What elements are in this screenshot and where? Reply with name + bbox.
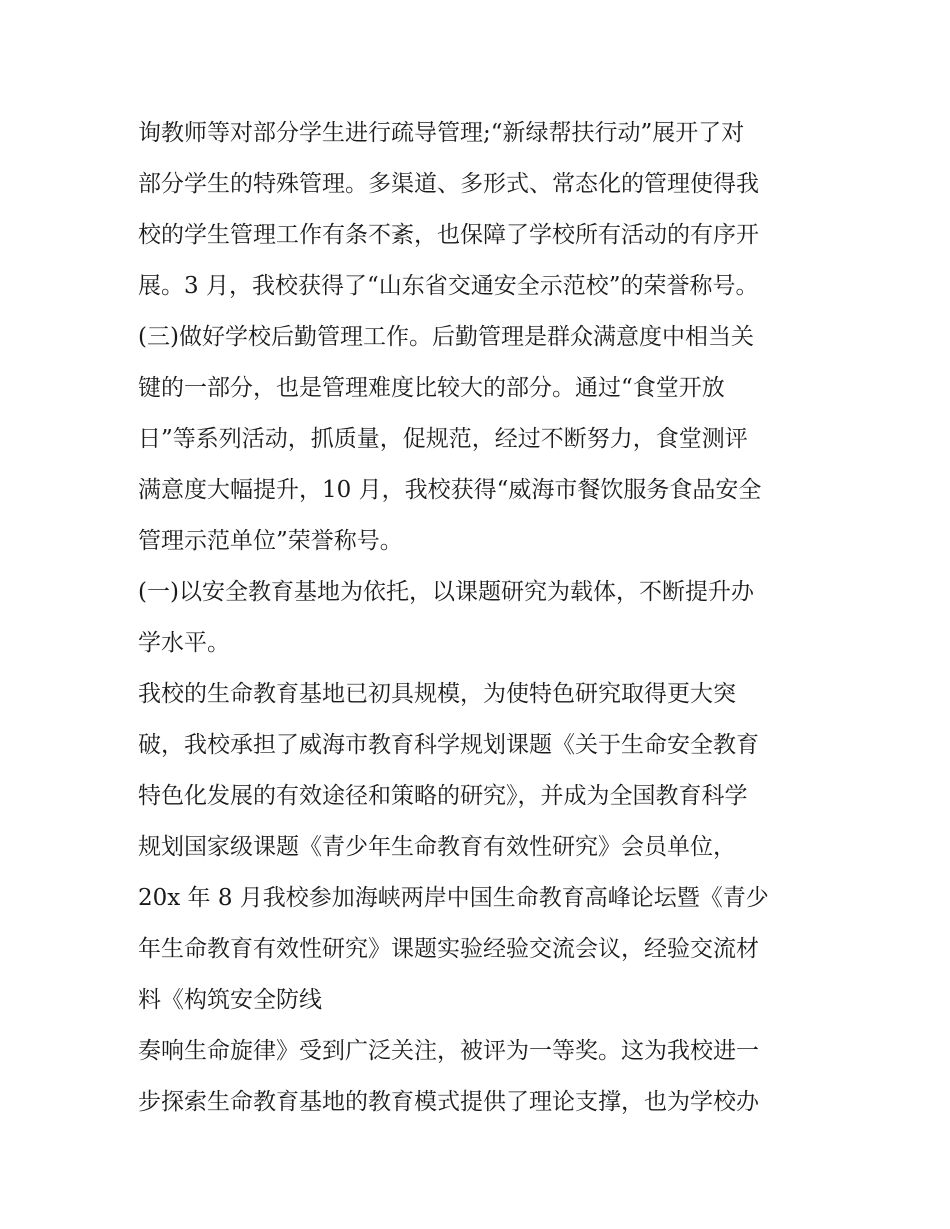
text-line: 步探索生命教育基地的教育模式提供了理论支撑，也为学校办 [138,1089,759,1115]
text-line: 学水平。 [138,630,230,656]
text-line: 奏响生命旋律》受到广泛关注，被评为一等奖。这为我校进一 [138,1038,759,1064]
text-line: 日”等系列活动，抓质量，促规范，经过不断努力，食堂测评 [138,426,748,452]
text-line: 询教师等对部分学生进行疏导管理;“新绿帮扶行动”展开了对 [138,120,745,146]
text-line: (三)做好学校后勤管理工作。后勤管理是群众满意度中相当关 [138,324,754,350]
text-line: 展。3 月，我校获得了“山东省交通安全示范校”的荣誉称号。 [138,273,759,299]
text-line: 满意度大幅提升，10 月，我校获得“威海市餐饮服务食品安全 [138,477,762,503]
text-line: 料《构筑安全防线 [138,987,322,1013]
text-line: 我校的生命教育基地已初具规模，为使特色研究取得更大突 [138,681,736,707]
text-line: 管理示范单位”荣誉称号。 [138,528,403,554]
text-line: 规划国家级课题《青少年生命教育有效性研究》会员单位， [138,834,736,860]
body-text [138,108,828,1128]
text-line: 20x 年 8 月我校参加海峡两岸中国生命教育高峰论坛暨《青少 [138,885,769,911]
text-line: 年生命教育有效性研究》课题实验经验交流会议，经验交流材 [138,936,759,962]
text-line: 校的学生管理工作有条不紊，也保障了学校所有活动的有序开 [138,222,759,248]
text-line: 键的一部分，也是管理难度比较大的部分。通过“食堂开放 [138,375,725,401]
text-line: 破，我校承担了威海市教育科学规划课题《关于生命安全教育 [138,732,759,758]
text-line: (一)以安全教育基地为依托，以课题研究为载体，不断提升办 [138,579,754,605]
text-line: 特色化发展的有效途径和策略的研究》，并成为全国教育科学 [138,783,748,809]
text-line: 部分学生的特殊管理。多渠道、多形式、常态化的管理使得我 [138,171,759,197]
